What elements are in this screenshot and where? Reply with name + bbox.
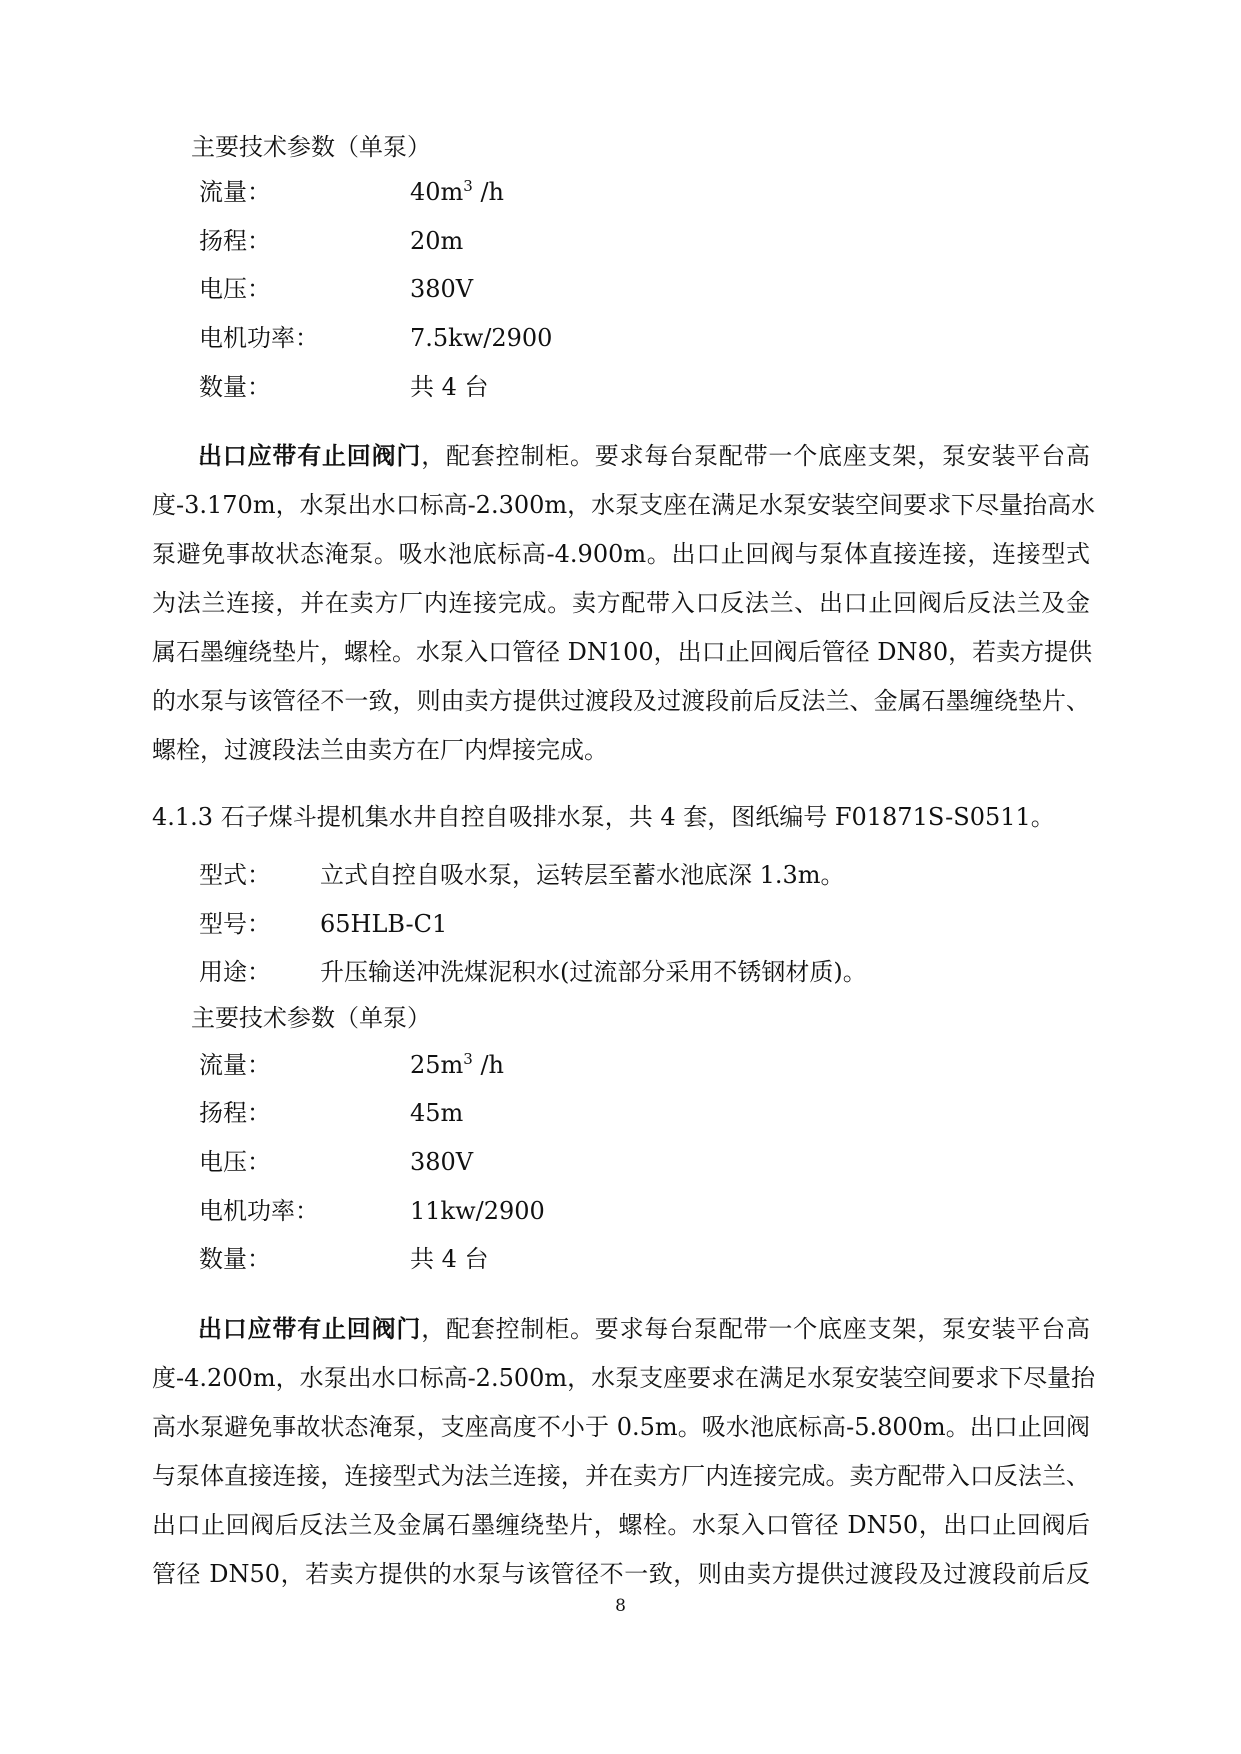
param-label-power-1: 电机功率： — [199, 324, 319, 352]
param-label-voltage-2: 电压： — [199, 1148, 271, 1176]
spec-label-type: 型式： — [199, 861, 271, 889]
param-label-flow-2: 流量： — [199, 1051, 271, 1079]
param-label-flow-1: 流量： — [199, 178, 271, 206]
param-label-head-2: 扬程： — [199, 1099, 271, 1127]
param-label-voltage-1: 电压： — [199, 275, 271, 303]
section-heading-4-1-3: 4.1.3 石子煤斗提机集水井自控自吸排水泵，共 4 套，图纸编号 F01871S-S0511。 — [152, 803, 1055, 831]
requirements-paragraph-2: 出口应带有止回阀门，配套控制柜。要求每台泵配带一个底座支架，泵安装平台高 度-4.200m，水泵出水口标高-2.500m，水泵支座要求在满足水泵安装空间要求下尽量抬 高水泵避免事故状态淹泵，支座高度不小于 0.5m。吸水池底标高-5.800m。出口止回阀 与泵体直接连接，连接型式为法兰连接，并在卖方厂内连接完成。卖方配带入口反法兰、 出口止回阀后反法兰及金属石墨缠绕垫片，螺栓。水泵入口管径 DN50，出口止回阀后 管径 DN50，若卖方提供的水泵与该管径不一致，则由卖方提供过渡段及过渡段前后反 — [152, 1314, 1096, 1588]
requirements-paragraph-1: 出口应带有止回阀门，配套控制柜。要求每台泵配带一个底座支架，泵安装平台高 度-3.170m，水泵出水口标高-2.300m，水泵支座在满足水泵安装空间要求下尽量抬高水 泵避免事故状态淹泵。吸水池底标高-4.900m。出口止回阀与泵体直接连接，连接型式 为法兰连接，并在卖方厂内连接完成。卖方配带入口反法兰、出口止回阀后反法兰及金 属石墨缠绕垫片，螺栓。水泵入口管径 DN100，出口止回阀后管径 DN80，若卖方提供 的水泵与该管径不一致，则由卖方提供过渡段及过渡段前后反法兰、金属石墨缠绕垫片、 螺栓，过渡段法兰由卖方在厂内焊接完成。 — [152, 441, 1096, 764]
param-value-power-2: 11kw/2900 — [410, 1197, 545, 1225]
param-value-power-1: 7.5kw/2900 — [410, 324, 553, 352]
param-value-flow-2: $25m^3$ /h — [410, 1050, 505, 1079]
param-value-flow-1: $40m^3$ /h — [410, 177, 505, 206]
param-value-voltage-1: 380V — [410, 275, 474, 303]
spec-label-model: 型号： — [199, 910, 271, 938]
param-label-power-2: 电机功率： — [199, 1197, 319, 1225]
requirement-bold-1: 出口应带有止回阀门 — [198, 441, 422, 470]
param-value-qty-2: 共 4 台 — [410, 1245, 489, 1273]
param-label-qty-1: 数量： — [199, 373, 271, 401]
spec-value-usage: 升压输送冲洗煤泥积水(过流部分采用不锈钢材质)。 — [320, 958, 867, 986]
param-value-head-2: 45m — [410, 1099, 464, 1127]
param-value-qty-1: 共 4 台 — [410, 373, 489, 401]
page-number: 8 — [615, 1596, 626, 1616]
param-label-qty-2: 数量： — [199, 1245, 271, 1273]
param-value-voltage-2: 380V — [410, 1148, 474, 1176]
param-label-head-1: 扬程： — [199, 227, 271, 255]
params-heading-2: 主要技术参数（单泵） — [191, 1004, 431, 1032]
spec-label-usage: 用途： — [199, 958, 271, 986]
spec-value-model: 65HLB-C1 — [320, 910, 448, 938]
spec-value-type: 立式自控自吸水泵，运转层至蓄水池底深 1.3m。 — [320, 861, 845, 889]
requirement-bold-2: 出口应带有止回阀门 — [198, 1314, 422, 1343]
param-value-head-1: 20m — [410, 227, 464, 255]
params-heading-1: 主要技术参数（单泵） — [191, 133, 431, 161]
